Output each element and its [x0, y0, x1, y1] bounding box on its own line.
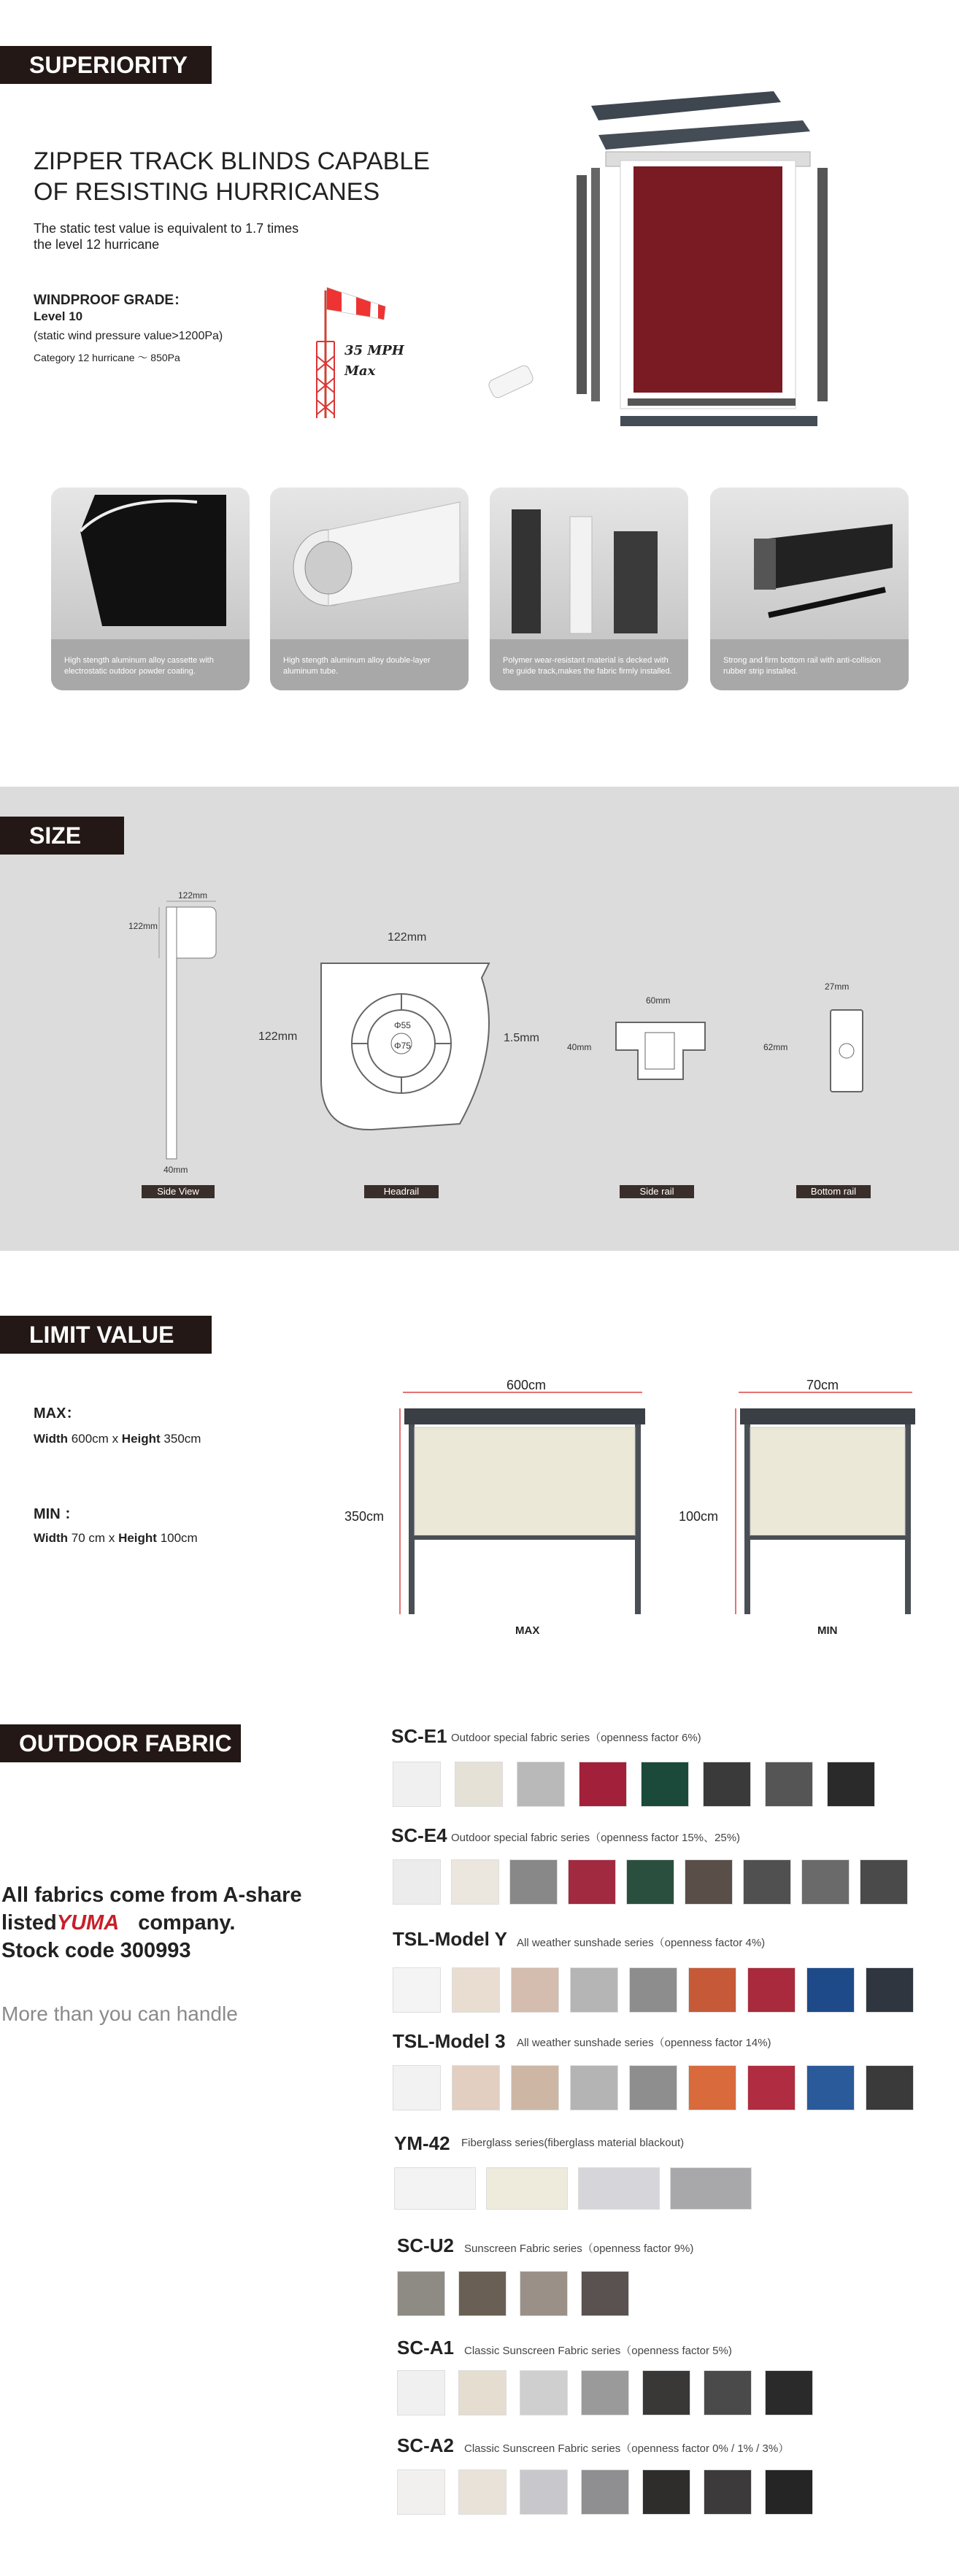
series-description: All weather sunshade series（openness factor 4%): [517, 1937, 766, 1949]
side-view-drawing: [146, 887, 248, 1171]
fabric-swatch[interactable]: [629, 1967, 677, 2013]
fabric-swatch[interactable]: [747, 2065, 796, 2110]
series-description: Sunscreen Fabric series（openness factor 9%): [464, 2243, 694, 2255]
tube-icon: [270, 487, 469, 639]
fabric-swatch[interactable]: [393, 1967, 441, 2013]
series-name: TSL-Model Y: [393, 1928, 507, 1950]
fabric-swatch[interactable]: [642, 2370, 690, 2415]
limit-value-tag: LIMIT VALUE: [0, 1316, 212, 1354]
side-view-height: 122mm: [128, 921, 158, 931]
cassette-icon: [51, 487, 250, 639]
min-height-value: 100cm: [160, 1531, 198, 1545]
fabric-swatch[interactable]: [703, 1762, 751, 1807]
fabric-swatch[interactable]: [581, 2370, 629, 2415]
min-blind-figure: [730, 1387, 920, 1620]
fabric-swatch[interactable]: [393, 1762, 441, 1807]
fabric-swatch[interactable]: [688, 2065, 736, 2110]
card-caption: High stength aluminum alloy cassette with electrostatic outdoor powder coating.: [51, 639, 250, 690]
side-rail-width: 60mm: [646, 995, 671, 1006]
max-label: MAX：: [34, 1405, 81, 1422]
series-name: SC-A1: [397, 2337, 455, 2359]
fabric-swatch[interactable]: [866, 1967, 914, 2013]
size-tag: SIZE: [0, 817, 124, 855]
fabric-swatch[interactable]: [393, 1859, 441, 1905]
fabric-swatch[interactable]: [581, 2469, 629, 2515]
max-dimensions: [34, 1432, 201, 1446]
max-fig-caption: MAX: [515, 1624, 540, 1637]
windproof-grade-label: WINDPROOF GRADE：: [34, 293, 188, 308]
bottom-rail-drawing: [825, 1007, 869, 1095]
min-fig-width: 70cm: [806, 1378, 839, 1392]
series-description: Outdoor special fabric series（openness factor 15%、25%): [451, 1832, 741, 1844]
fabric-swatch[interactable]: [747, 1967, 796, 2013]
fabric-swatch[interactable]: [670, 2167, 752, 2210]
feature-card-cassette: [51, 487, 250, 690]
superiority-tag: SUPERIORITY: [0, 46, 212, 84]
heading-line-2: OF RESISTING HURRICANES: [34, 178, 380, 206]
max-height-label: Height: [121, 1432, 161, 1446]
bottom-rail-height: 62mm: [763, 1042, 788, 1052]
fabric-swatch[interactable]: [393, 2065, 441, 2110]
feature-card-tube: [270, 487, 469, 690]
series-name: SC-U2: [397, 2234, 455, 2256]
claim-listed: listed: [1, 1911, 57, 1935]
series-name: SC-E1: [391, 1725, 447, 1747]
bottom-rail-icon: [710, 487, 909, 639]
static-test-text: [34, 220, 299, 252]
fabric-swatch[interactable]: [520, 2469, 568, 2515]
track-icon: [490, 487, 688, 639]
card-caption: Polymer wear-resistant material is decked with the guide track,makes the fabric firmly installed.: [490, 639, 688, 690]
headrail-height: 122mm: [258, 1030, 298, 1043]
outdoor-fabric-tag: OUTDOOR FABRIC: [0, 1724, 241, 1762]
series-description: Classic Sunscreen Fabric series（openness factor 0% / 1% / 3%）: [464, 2442, 790, 2455]
fabric-swatch[interactable]: [806, 1967, 855, 2013]
fabric-claim: [1, 1881, 302, 1964]
fabric-swatch[interactable]: [397, 2271, 445, 2316]
superiority-heading: [34, 146, 430, 207]
grade-category: Category 12 hurricane ～ 850Pa: [34, 352, 180, 363]
bottom-rail-width: 27mm: [825, 982, 850, 992]
series-name: YM-42: [394, 2132, 450, 2154]
fabric-swatch[interactable]: [455, 1762, 503, 1807]
grade-pressure: (static wind pressure value>1200Pa): [34, 330, 223, 342]
fabric-swatch[interactable]: [458, 2469, 507, 2515]
fabric-swatch[interactable]: [394, 2167, 476, 2210]
grade-level: Level 10: [34, 309, 83, 323]
side-view-width: 122mm: [178, 890, 208, 901]
headrail-caption: Headrail: [364, 1185, 439, 1198]
fabric-swatch[interactable]: [685, 1859, 733, 1905]
fabric-swatch[interactable]: [509, 1859, 558, 1905]
series-description: Classic Sunscreen Fabric series（openness factor 5%): [464, 2345, 732, 2357]
fabric-swatch[interactable]: [688, 1967, 736, 2013]
blind-exploded-illustration: [482, 80, 861, 445]
fabric-swatch[interactable]: [626, 1859, 674, 1905]
series-description: Fiberglass series(fiberglass material blackout): [461, 2137, 685, 2149]
fabric-swatch[interactable]: [570, 2065, 618, 2110]
min-width-label: Width: [34, 1531, 69, 1545]
claim-line-1: All fabrics come from A-share: [1, 1883, 302, 1907]
fabric-swatch[interactable]: [827, 1762, 875, 1807]
fabric-swatch[interactable]: [704, 2469, 752, 2515]
min-dimensions: [34, 1531, 198, 1546]
max-blind-figure: [394, 1387, 664, 1620]
yuma-logo: YUMA: [56, 1911, 120, 1935]
card-caption: Strong and firm bottom rail with anti-collision rubber strip installed.: [710, 639, 909, 690]
max-fig-height: 350cm: [344, 1509, 385, 1524]
fabric-swatch[interactable]: [570, 1967, 618, 2013]
fabric-swatch[interactable]: [451, 1859, 499, 1905]
fabric-swatch[interactable]: [397, 2370, 445, 2415]
times-sign: x: [112, 1432, 119, 1446]
max-height-value: 350cm: [163, 1432, 201, 1446]
times-sign: x: [108, 1531, 115, 1545]
fabric-swatch[interactable]: [866, 2065, 914, 2110]
fabric-swatch[interactable]: [458, 2271, 507, 2316]
fabric-swatch[interactable]: [806, 2065, 855, 2110]
bottom-rail-caption: Bottom rail: [796, 1185, 871, 1198]
series-name: SC-A2: [397, 2434, 455, 2456]
max-width-label: Width: [34, 1432, 69, 1446]
side-rail-height: 40mm: [567, 1042, 592, 1052]
static-line-2: the level 12 hurricane: [34, 237, 160, 252]
side-view-bottom: 40mm: [163, 1165, 188, 1175]
min-label: MIN ：: [34, 1506, 80, 1522]
wind-speed: 35 MPH: [344, 343, 404, 358]
fabric-swatch[interactable]: [860, 1859, 908, 1905]
side-rail-caption: Side rail: [620, 1185, 694, 1198]
fabric-swatch[interactable]: [629, 2065, 677, 2110]
fabric-swatch[interactable]: [458, 2370, 507, 2415]
fabric-swatch[interactable]: [520, 2370, 568, 2415]
series-name: SC-E4: [391, 1824, 447, 1846]
claim-stock-code: Stock code 300993: [1, 1939, 191, 1962]
fabric-swatch[interactable]: [517, 1762, 565, 1807]
min-width-value: 70 cm: [71, 1531, 106, 1545]
fabric-swatch[interactable]: [486, 2167, 568, 2210]
heading-line-1: ZIPPER TRACK BLINDS CAPABLE: [34, 147, 430, 175]
card-caption: High stength aluminum alloy double-layer aluminum tube.: [270, 639, 469, 690]
claim-line-2: [1, 1909, 302, 1937]
fabric-swatch[interactable]: [452, 2065, 500, 2110]
fabric-swatch[interactable]: [511, 1967, 559, 2013]
max-fig-width: 600cm: [507, 1378, 547, 1392]
claim-company: company.: [138, 1911, 236, 1935]
feature-card-bottom-rail: [710, 487, 909, 690]
wind-max: Max: [344, 363, 376, 379]
fabric-swatch[interactable]: [704, 2370, 752, 2415]
fabric-swatch[interactable]: [765, 2370, 813, 2415]
feature-card-track: [490, 487, 688, 690]
fabric-swatch[interactable]: [578, 2167, 660, 2210]
headrail-d2: Φ75: [394, 1041, 411, 1051]
fabric-swatch[interactable]: [452, 1967, 500, 2013]
fabric-swatch[interactable]: [743, 1859, 791, 1905]
min-height-label: Height: [118, 1531, 157, 1545]
fabric-swatch[interactable]: [511, 2065, 559, 2110]
fabric-swatch[interactable]: [581, 2271, 629, 2316]
fabric-swatch[interactable]: [579, 1762, 627, 1807]
fabric-swatch[interactable]: [520, 2271, 568, 2316]
fabric-swatch[interactable]: [765, 1762, 813, 1807]
headrail-width: 122mm: [388, 931, 427, 944]
series-name: TSL-Model 3: [393, 2030, 506, 2052]
fabric-swatch[interactable]: [765, 2469, 813, 2515]
side-view-caption: Side View: [142, 1185, 215, 1198]
static-line-1: The static test value is equivalent to 1.7 times: [34, 221, 299, 236]
fabric-swatch[interactable]: [568, 1859, 616, 1905]
headrail-d1: Φ55: [394, 1020, 411, 1030]
headrail-thickness: 1.5mm: [504, 1032, 539, 1044]
min-fig-height: 100cm: [679, 1509, 719, 1524]
fabric-swatch[interactable]: [641, 1762, 689, 1807]
series-description: Outdoor special fabric series（openness factor 6%): [451, 1732, 701, 1744]
fabric-swatch[interactable]: [397, 2469, 445, 2515]
max-width-value: 600cm: [71, 1432, 109, 1446]
series-description: All weather sunshade series（openness factor 14%): [517, 2037, 771, 2049]
fabric-swatch[interactable]: [801, 1859, 850, 1905]
slogan: More than you can handle: [1, 2002, 238, 2025]
min-fig-caption: MIN: [817, 1624, 838, 1637]
side-rail-drawing: [613, 1018, 708, 1084]
fabric-swatch[interactable]: [642, 2469, 690, 2515]
